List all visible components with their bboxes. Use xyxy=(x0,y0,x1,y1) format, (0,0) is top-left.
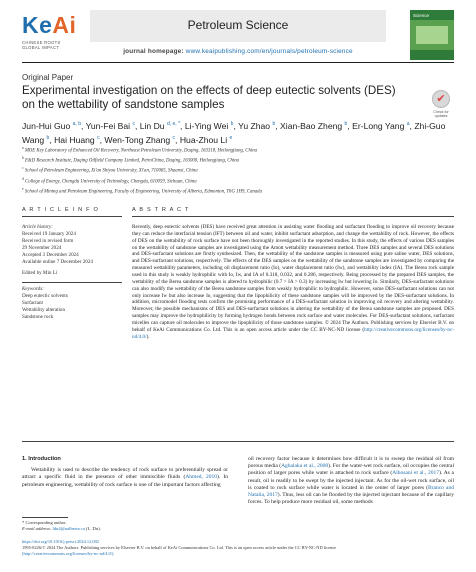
logo-tagline-line1: CHINESE ROOTS xyxy=(22,40,61,45)
abstract-copyright: © 2024 The Authors. Publishing services by Elsevier B.V. on behalf of KeAi Communications Co. Ltd. This is an open access article under the CC BY-NC-ND license ( xyxy=(132,320,455,333)
intro-text: ). Thus, less oil can be flooded by the injected injectant because of the capillary forces. To help produce more residual oil, some methods xyxy=(248,492,454,506)
author[interactable] xyxy=(280,121,352,131)
intro-text: Wettability is used to describe the tendency of rock surface to preferentially spread or attract a specific fluid in the presence of other immiscible fluids ( xyxy=(22,467,228,481)
license-link[interactable]: http://creativecommons.org/licenses/by-nc-nd/4.0/ xyxy=(132,326,454,340)
author-affiliation-marker[interactable]: c xyxy=(97,134,100,141)
edited-by: Edited by Min Li xyxy=(22,270,58,277)
email-label: E-mail address: xyxy=(22,526,53,531)
check-updates-icon: ✔ xyxy=(436,92,446,105)
abstract-body xyxy=(132,224,454,341)
logo-tagline-line2: GLOBAL IMPACT xyxy=(22,45,60,50)
intro-text: ). For the water-wet rock surface, oil occupies the central position of larger pores while water is attached to rock surface ( xyxy=(248,463,455,477)
abstract-text: Recently, deep eutectic solvents (DES) have received great attention in assisting water flooding and surfactant flooding to improve oil recovery because they can reduce the interfacial tension (IFT) between oil and water, inhibit surfactant adsorption, and change the wettability of rock. However, the effects of DES on the wettability of rock surface have not been thoroughly investigated in the reported studies. In this study, the effects of various DES samples on the wettability of sandstone samples are investigated using the Amott wettability measurement method. Three DES samples and several DES solutions and DES-surfactant solutions are firstly synthesized. Then, the wettability of the sandstone samples is measured using pure saline water, DES solutions, and DES-surfactant solutions, respectively. The effects of the DES samples on the wettability of the sandstone samples are investigated by comparing the measured wettability parameters, including oil displacement ratio (Io), water displacement ratio (Iw), and wettability index (IA). The Berea rock sample used in this study is weakly hydrophilic with Io, Iw, and IA of 0.318, 0.032, and 0.286, respectively. Being processed by the prepared DES samples, the wettability of the Berea sandstone samples is altered to hydrophilic (0.7 > IA > 0.3) by increasing Iw but lowering Io. Similarly, DES-surfactant solutions can also modify the wettability of the Berea sandstone samples from weakly hydrophilic to hydrophilic. However, some DES-surfactant solutions can not only increase Iw but also increase Io, suggesting that the lipophilicity of these sandstone samples will be improved by the DES-surfactant solutions. In addition, micromodel flooding tests confirm the promising performance of a DES-surfactant solution in improving oil recovery and altering wettability. Moreover, the possible mechanisms of DES and DES-surfactant solutions in altering the wettability of the Berea sandstone samples are proposed. DES samples may improve the hydrophilicity by forming hydrogen bonds between rock surface and water molecules. For DES-surfactant solutions, surfactant micelles can capture oil molecules to improve the lipophilicity of those sandstone samples. xyxy=(132,224,454,327)
author-separator: , xyxy=(275,120,281,131)
footer-license-link[interactable]: (http://creativecommons.org/licenses/by-nc-nd/4.0/). xyxy=(22,551,115,556)
author-affiliation-marker[interactable]: a xyxy=(406,121,410,127)
intro-left-column xyxy=(22,456,228,489)
affiliation-marker: a xyxy=(22,146,24,150)
affiliation xyxy=(22,145,454,155)
history-line: Received in revised form xyxy=(22,237,74,244)
check-for-updates-button[interactable] xyxy=(428,90,454,118)
intro-text: oil recovery factor because it determines how difficult it is to sweep the residual oil from porous media ( xyxy=(248,456,454,470)
abstract-rule xyxy=(132,216,454,217)
author-separator: , xyxy=(99,134,105,145)
author[interactable] xyxy=(185,121,238,131)
affiliation-text: E&D Research Institute, Daqing Oilfield Company Limited, PetroChina, Daqing, 163000, Heilongjiang, China xyxy=(25,158,240,164)
journal-header xyxy=(22,10,454,56)
author-name: Zhi-Guo Wang xyxy=(22,120,446,145)
logo-ai-text: Ai xyxy=(52,12,77,38)
affiliation-list xyxy=(22,145,454,196)
history-line: 29 November 2024 xyxy=(22,244,62,251)
homepage-link[interactable]: www.keaipublishing.com/en/journals/petroleum-science xyxy=(185,48,353,55)
keywords-rule xyxy=(22,282,122,283)
history-line: Received 19 January 2024 xyxy=(22,230,76,237)
footnote-email xyxy=(22,526,228,532)
affiliation xyxy=(22,155,454,165)
affiliation xyxy=(22,186,454,196)
history-label: Article history: xyxy=(22,224,53,230)
cover-art xyxy=(416,26,448,44)
journal-cover-thumbnail[interactable] xyxy=(410,10,454,60)
history-line: Available online 7 December 2024 xyxy=(22,258,93,265)
affiliation xyxy=(22,165,454,175)
doi-link[interactable]: https://doi.org/10.1016/j.petsci.2024.12.002 xyxy=(22,539,99,544)
author-name: Yu Zhao xyxy=(238,120,271,131)
author-name: Yun-Fei Bai xyxy=(85,120,131,131)
author-affiliation-marker[interactable]: a, b xyxy=(72,121,81,127)
author-separator: , xyxy=(49,134,55,145)
email-suffix: (L. Du). xyxy=(84,526,101,531)
check-updates-line2: updates xyxy=(434,114,448,118)
affiliation-text: MOE Key Laboratory of Enhanced Oil Recovery, Northeast Petroleum University, Daqing, 163318, Heilongjiang, China xyxy=(24,148,257,154)
cover-label: Science xyxy=(413,13,430,18)
author[interactable] xyxy=(54,135,104,145)
journal-title-band xyxy=(90,10,386,42)
author[interactable] xyxy=(180,135,232,145)
author-affiliation-marker[interactable]: c xyxy=(132,121,135,127)
issn-copyright: 1995-8226/© 2024 The Authors. Publishing services by Elsevier B.V. on behalf of KeAi Communications Co. Ltd. This is an open access article under the CC BY-NC-ND license xyxy=(22,545,336,550)
author-separator: , xyxy=(134,120,140,131)
affiliation-marker: e xyxy=(22,186,24,191)
author-separator: , xyxy=(409,120,415,131)
author-affiliation-marker[interactable]: d, e, * xyxy=(166,121,181,127)
author-affiliation-marker[interactable]: e xyxy=(229,134,233,141)
author[interactable] xyxy=(352,121,414,131)
author-affiliation-marker[interactable]: b xyxy=(344,121,348,127)
paper-type: Original Paper xyxy=(22,73,74,82)
keyword[interactable]: Sandstone rock xyxy=(22,313,54,320)
author[interactable] xyxy=(86,121,140,131)
corresponding-author-footnote xyxy=(22,520,228,532)
author-name: Er-Long Yang xyxy=(352,120,405,131)
author-affiliation-marker[interactable]: b xyxy=(230,121,234,127)
keai-logo[interactable] xyxy=(22,12,76,39)
author-affiliation-marker[interactable]: b xyxy=(46,134,50,141)
footnote-rule xyxy=(22,517,68,518)
article-info-rule xyxy=(22,216,122,217)
header-rule xyxy=(22,62,454,63)
journal-name[interactable]: Petroleum Science xyxy=(187,18,289,32)
author-separator: , xyxy=(80,120,86,131)
author-separator: , xyxy=(180,120,185,131)
author-affiliation-marker[interactable]: b xyxy=(272,121,276,127)
author[interactable] xyxy=(140,121,185,131)
journal-homepage xyxy=(90,48,386,55)
citation-link[interactable]: Ahmed, 2010 xyxy=(185,474,218,481)
keywords-label: Keywords: xyxy=(22,285,44,292)
article-info-panel xyxy=(22,224,122,320)
footnote-label: * Corresponding author. xyxy=(22,520,67,525)
keyword[interactable]: Wettability alteration xyxy=(22,306,66,313)
affiliation-marker: d xyxy=(22,176,24,181)
affiliation-marker: b xyxy=(22,156,24,161)
affiliation xyxy=(22,176,454,186)
intro-text: ). As a result, oil is readily to be swept by the injected injectant. As for the oil-wet rock surface, oil is coated to rock surface while water is located in the center of larger pores ( xyxy=(248,470,454,491)
author-separator: , xyxy=(233,120,239,131)
author-name: Xian-Bao Zheng xyxy=(280,120,343,131)
author[interactable] xyxy=(22,121,86,131)
article-info-heading: A R T I C L E I N F O xyxy=(22,207,100,213)
check-updates-line1: Check for xyxy=(433,110,449,114)
author[interactable] xyxy=(104,135,179,145)
author-name: Hai Huang xyxy=(54,134,95,145)
section-heading-introduction: 1. Introduction xyxy=(22,456,61,462)
affiliation-text: School of Mining and Petroleum Engineering, Faculty of Engineering, University of Alberta, Edmonton, T6G 1H9, Canada xyxy=(24,189,262,195)
citation-link[interactable]: Alhosani et al., 2017 xyxy=(392,470,440,477)
keyword[interactable]: Deep eutectic solvents xyxy=(22,292,68,299)
author-separator: , xyxy=(347,120,353,131)
logo-tagline xyxy=(22,40,61,50)
author-name: Jun-Hui Guo xyxy=(22,120,71,131)
author-name: Wen-Tong Zhang xyxy=(104,134,171,145)
author-name: Li-Ying Wei xyxy=(184,120,229,131)
intro-right-column xyxy=(248,456,454,506)
author[interactable] xyxy=(238,121,280,131)
logo-ke-text: Ke xyxy=(22,12,53,38)
intro-text: ). In petroleum engineering, wettability of rock surface is one of the important factors affecting xyxy=(22,474,228,488)
copyright-end: ). xyxy=(146,333,150,340)
homepage-label: journal homepage: xyxy=(123,48,184,55)
page-footer xyxy=(22,539,454,557)
citation-link[interactable]: Branco and Natalia, 2017 xyxy=(248,484,454,499)
author-list xyxy=(22,118,454,146)
check-updates-label xyxy=(428,110,454,118)
history-line: Accepted 3 December 2024 xyxy=(22,251,79,258)
email-link[interactable]: ldu4@ualberta.ca xyxy=(52,526,85,531)
abstract-bottom-rule xyxy=(22,441,454,442)
article-title: Experimental investigation on the effects of deep eutectic solvents (DES) on the wettability of sandstone samples xyxy=(22,84,396,111)
intro-paragraph xyxy=(22,467,228,489)
citation-link[interactable]: Agbalaka et al., 2008 xyxy=(281,463,329,470)
abstract-heading: A B S T R A C T xyxy=(132,207,190,213)
keyword[interactable]: Surfactant xyxy=(22,299,43,306)
affiliation-text: College of Energy, Chengdu University of Technology, Chengdu, 610059, Sichuan, China xyxy=(25,179,197,185)
author-affiliation-marker[interactable]: c xyxy=(172,134,176,141)
author-name: Hua-Zhou Li xyxy=(179,134,228,145)
affiliation-marker: c xyxy=(22,166,24,171)
affiliation-text: School of Petroleum Engineering, Xi'an Shiyou University, Xi'an, 710065, Shaanxi, China xyxy=(24,168,198,174)
author-separator: , xyxy=(175,134,180,145)
author-name: Lin Du xyxy=(139,120,165,131)
